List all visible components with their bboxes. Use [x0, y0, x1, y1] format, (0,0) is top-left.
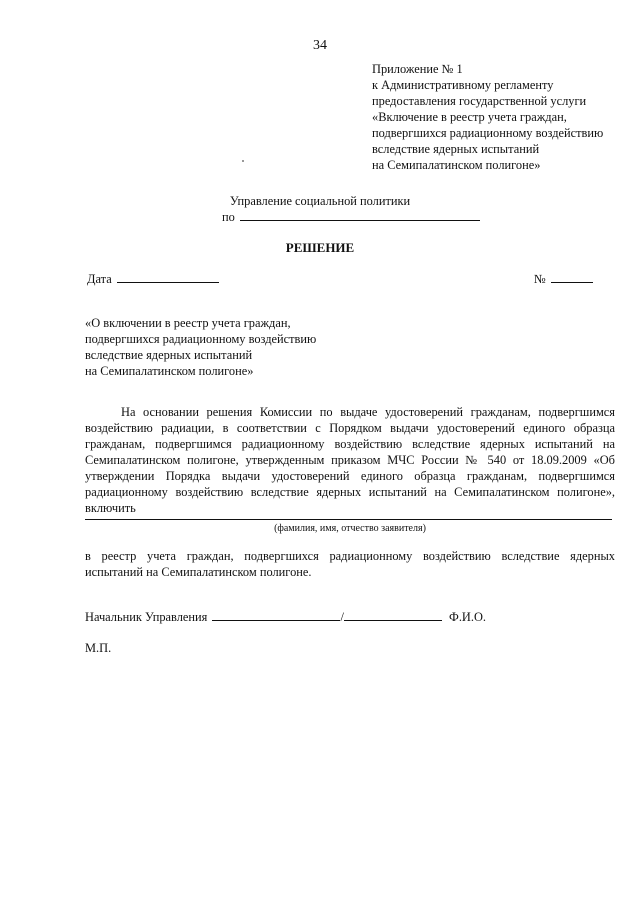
department-name: Управление социальной политики: [229, 194, 411, 208]
applicant-fio-line: [85, 519, 612, 520]
appendix-line: «Включение в реестр учета граждан,: [372, 110, 567, 124]
number-blank-line: [551, 271, 593, 283]
subject-line: подвергшихся радиационному воздействию: [85, 332, 317, 346]
subject-line: «О включении в реестр учета граждан,: [85, 316, 291, 330]
stamp-place-label: М.П.: [85, 641, 112, 655]
subject-line: на Семипалатинском полигоне»: [85, 364, 254, 378]
appendix-line: к Административному регламенту: [372, 78, 554, 92]
date-row: [87, 271, 219, 287]
signature-separator: /: [340, 610, 344, 624]
name-blank-line: [344, 609, 442, 621]
appendix-line: вследствие ядерных испытаний: [372, 142, 540, 156]
signature-row: [85, 609, 486, 625]
signature-label: Начальник Управления: [85, 610, 208, 624]
number-label: №: [534, 272, 546, 286]
department-po-row: [222, 209, 480, 225]
appendix-line: Приложение № 1: [372, 62, 463, 76]
page-number: 34: [313, 38, 327, 53]
appendix-line: подвергшихся радиационному воздействию: [372, 126, 604, 140]
body-text: На основании решения Комиссии по выдаче удостоверений гражданам, подвергшимся воздействию радиации, в соответствии с Порядком выдачи удостоверений единого образца гражданам, подвергшимся радиационному воздействию вследствие ядерных испытаний на Семипалатинском полигоне, утвержденным приказом МЧС России № 540 от 18.09.2009 «Об утверждении Порядка выдачи удостоверений единого образца гражданам, подвергшимся радиационному воздействию вследствие ядерных испытаний на Семипалатинском полигоне», включить: [85, 405, 615, 515]
applicant-fio-caption: (фамилия, имя, отчество заявителя): [274, 523, 426, 534]
appendix-block: [372, 61, 634, 173]
scan-speck: [242, 160, 244, 162]
number-row: [534, 271, 593, 287]
body-paragraph: [85, 404, 615, 516]
registry-paragraph: в реестр учета граждан, подвергшихся радиационному воздействию вследствие ядерных испытаний на Семипалатинском полигоне.: [85, 549, 615, 579]
signature-blank-line: [212, 609, 340, 621]
date-label: Дата: [87, 272, 112, 286]
subject-line: вследствие ядерных испытаний: [85, 348, 253, 362]
department-blank-line: [240, 209, 480, 221]
appendix-line: предоставления государственной услуги: [372, 94, 587, 108]
appendix-line: на Семипалатинском полигоне»: [372, 158, 541, 172]
department-po-label: по: [222, 210, 235, 224]
decision-subject: [85, 315, 385, 379]
date-blank-line: [117, 271, 219, 283]
document-title: РЕШЕНИЕ: [285, 240, 355, 255]
signature-fio-label: Ф.И.О.: [449, 610, 487, 624]
